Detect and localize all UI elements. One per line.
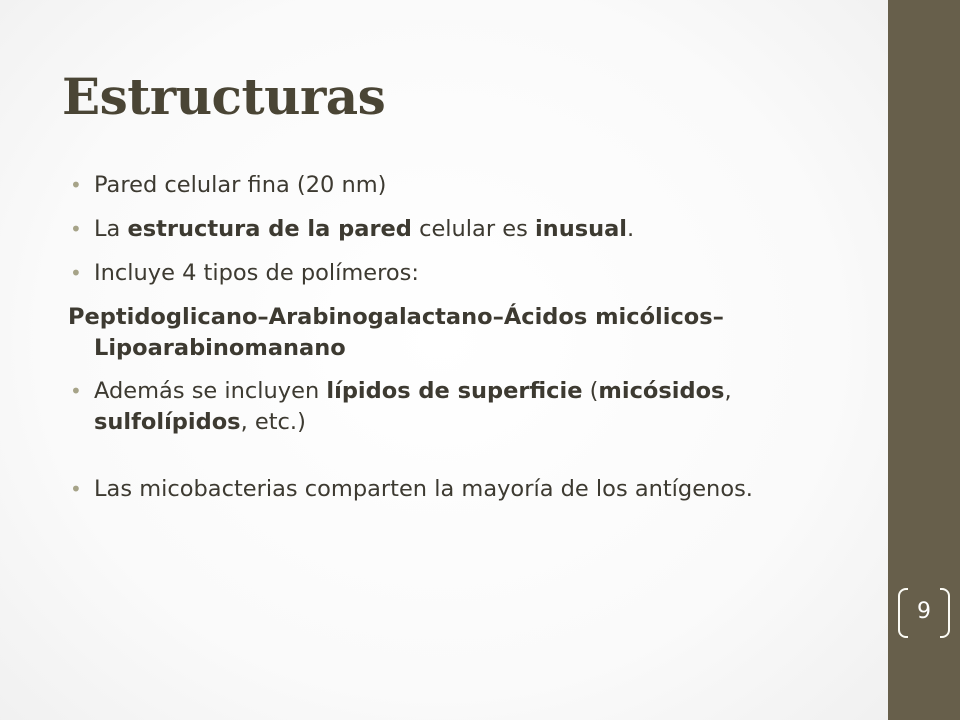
bullet-text: La — [94, 216, 128, 242]
bullet-text: Incluye 4 tipos de polímeros: — [94, 260, 419, 286]
polymer-list-line: Lipoarabinomanano — [94, 335, 346, 361]
bullet-item — [68, 214, 868, 245]
polymer-list — [68, 302, 868, 364]
bullet-text: Además se incluyen — [94, 378, 327, 404]
bullet-item — [68, 258, 868, 289]
bullet-text: ( — [582, 378, 599, 404]
bullet-text: , etc.) — [240, 409, 306, 435]
bullet-text: . — [627, 216, 635, 242]
bullet-text-bold: micósidos — [598, 378, 725, 404]
slide-title: Estructuras — [62, 67, 386, 126]
page-number-marker — [893, 588, 955, 636]
bullet-text: celular es — [411, 216, 535, 242]
bullet-item — [68, 376, 868, 438]
polymer-list-line: Peptidoglicano–Arabinogalactano–Ácidos micólicos– — [68, 304, 724, 330]
slide-content — [68, 170, 868, 518]
page-number: 9 — [917, 599, 931, 624]
bullet-text-bold: lípidos de superficie — [326, 378, 583, 404]
bullet-text-bold: estructura de la pared — [127, 216, 412, 242]
bullet-text: Pared celular fina (20 nm) — [94, 172, 387, 198]
bullet-text: , — [724, 378, 732, 404]
bullet-item — [68, 170, 868, 201]
bullet-text: Las micobacterias comparten la mayoría de los antígenos. — [94, 476, 753, 502]
bullet-item — [68, 474, 868, 505]
bullet-text-bold: inusual — [534, 216, 628, 242]
bullet-text-bold: sulfolípidos — [94, 409, 241, 435]
